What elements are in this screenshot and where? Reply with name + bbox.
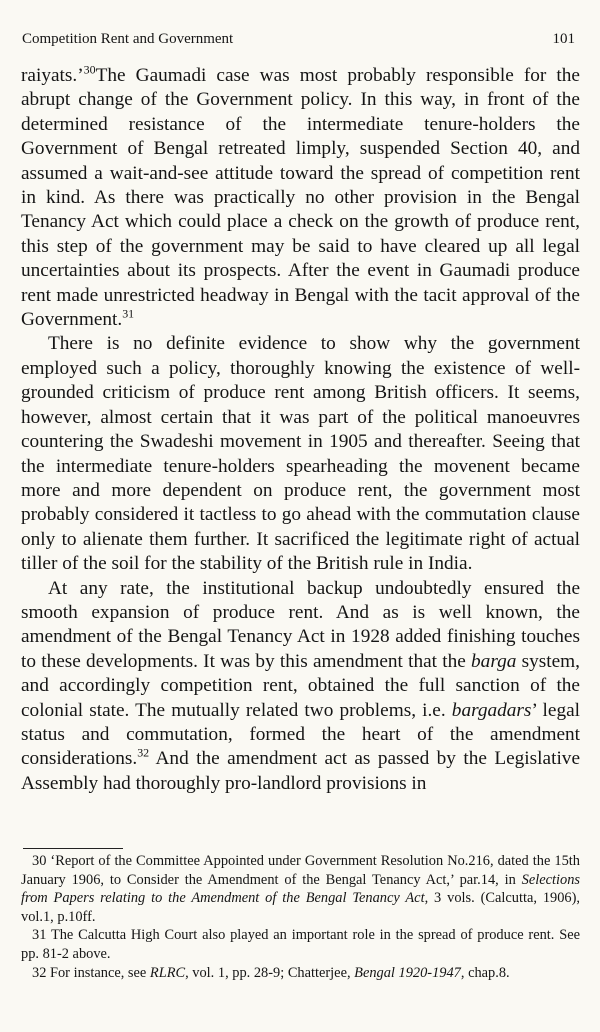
text-run: The Gaumadi case was most probably responsible for the abrupt change of the Government policy. In this way, in front of the determined resistance of the intermediate tenure-holders the Government of Bengal retreated limply, suspended Section 40, and assumed a wait-and-see attitude toward the spread of competition rent in kind. As there was practically no other provision in the Bengal Tenancy Act which could place a check on the growth of produce rent, this step of the government may be said to have cleared up all legal uncertainties about its prospects. After the event in Gaumadi produce rent made unrestricted headway in Bengal with the tacit approval of the Government.	[21, 65, 580, 331]
text-run: 31 The Calcutta High Court also played an important role in the spread of produce rent. See pp. 81-2 above.	[21, 927, 580, 962]
text-run: raiyats.’	[21, 65, 84, 86]
footnote-marker: 32	[137, 745, 150, 760]
footnote-marker: 31	[122, 306, 135, 321]
italic-text: Selections from Papers relating to the Amendment of the Bengal Tenancy Act	[21, 871, 580, 907]
text-run: There is no definite evidence to show why the government employed such a policy, thoroughly knowing the existence of well-grounded criticism of produce rent among British officers. It seems, however, almost certain that it was part of the political manoeuvres countering the Swadeshi movement in 1905 and thereafter. Seeing that the intermediate tenure-holders spearheading the movenent became more and more dependent on produce rent, the government most probably considered it tactless to go ahead with the commutation clause only to alienate them further. It sacrificed the legitimate right of actual tiller of the soil for the stability of the British rule in India.	[21, 333, 580, 575]
page-number: 101	[552, 31, 575, 47]
paragraph	[21, 332, 580, 576]
italic-text: RLRC	[149, 964, 186, 981]
paragraph	[21, 64, 580, 332]
text-run: And the amendment act as passed by the Legislative Assembly had thoroughly pro-landlord provisions in	[21, 748, 580, 794]
text-run: 30 ‘Report of the Committee Appointed under Government Resolution No.216, dated the 15th January 1906, to Consider the Amendment of the Bengal Tenancy Act,’ par.14, in	[21, 853, 580, 888]
paragraph	[21, 577, 580, 797]
italic-text: bargadars	[451, 699, 532, 721]
footnote	[21, 852, 580, 926]
italic-text: barga	[471, 650, 517, 672]
footnote	[21, 964, 580, 983]
body-text	[21, 64, 580, 796]
text-run: 32 For instance, see	[32, 964, 150, 981]
text-run: ’ legal status and commutation, formed the heart of the amendment considerations.	[21, 699, 581, 770]
text-run: , 3 vols. (Calcutta, 1906), vol.1, p.10ff.	[21, 890, 580, 925]
footnote-marker: 30	[83, 62, 96, 77]
text-run: system, and accordingly competition rent, obtained the full sanction of the colonial state. The mutually related two problems, i.e.	[21, 650, 580, 721]
text-run: At any rate, the institutional backup undoubtedly ensured the smooth expansion of produce rent. And as is well known, the amendment of the Bengal Tenancy Act in 1928 added finishing touches to these developments. It was by this amendment that the	[21, 577, 580, 672]
running-title: Competition Rent and Government	[22, 31, 234, 47]
footnote-divider	[23, 848, 123, 849]
footnotes	[21, 852, 580, 982]
text-run: , chap.8.	[460, 964, 510, 981]
text-run: , vol. 1, pp. 28-9; Chatterjee,	[185, 964, 355, 981]
italic-text: Bengal 1920-1947	[354, 964, 461, 981]
footnote	[21, 926, 580, 963]
